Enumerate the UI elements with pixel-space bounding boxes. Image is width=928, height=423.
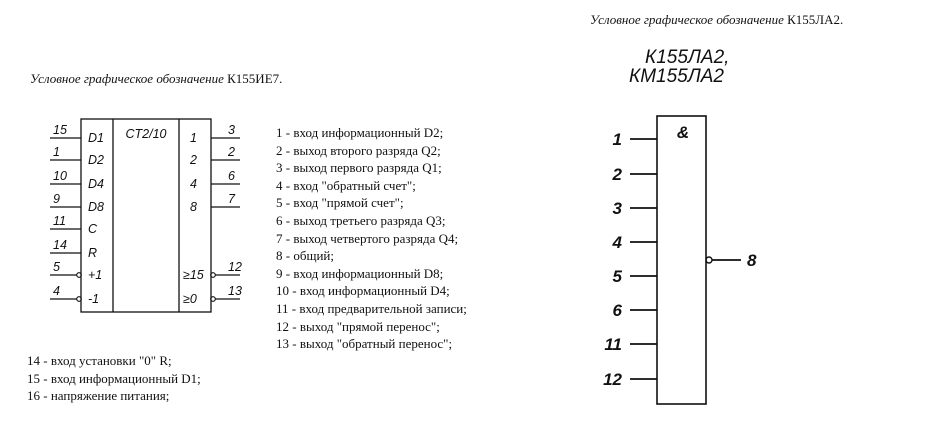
signal-label-out: 2 — [190, 153, 197, 167]
pin-description-item: 6 - выход третьего разряда Q3; — [276, 212, 446, 228]
pin-description-item: 8 - общий; — [276, 248, 334, 264]
caption-prefix: Условное графическое обозначение — [30, 71, 224, 86]
signal-label-out: ≥15 — [183, 268, 204, 282]
gate-input-number-12: 12 — [603, 370, 622, 389]
pin-number-9: 9 — [53, 192, 60, 206]
pin-description-item: 14 - вход установки "0" R; — [27, 353, 172, 368]
signal-label-out: 1 — [190, 131, 197, 145]
pin-description-item: 16 - напряжение питания; — [27, 388, 170, 404]
pin-description-list-extra — [27, 352, 201, 405]
gate-input-number-4: 4 — [612, 233, 622, 252]
caption-part-number: К155ИЕ7. — [227, 71, 283, 86]
pin-description-item: 2 - выход второго разряда Q2; — [276, 142, 441, 158]
gate-input-number-6: 6 — [612, 301, 622, 320]
gate-input-number-11: 11 — [604, 335, 622, 354]
gate-output-number: 8 — [747, 251, 757, 270]
pin-number-5: 5 — [53, 260, 60, 274]
pin-description-item: 4 - вход "обратный счет"; — [276, 177, 416, 193]
pin-number-13: 13 — [228, 284, 242, 298]
signal-label-out: 4 — [190, 177, 197, 191]
gate-function-label: & — [676, 123, 690, 142]
gate-input-number-3: 3 — [612, 199, 622, 218]
nand-gate-symbol — [603, 47, 757, 404]
signal-label--1: -1 — [88, 292, 100, 306]
gate-input-number-2: 2 — [612, 165, 622, 184]
pin-description-item: 10 - вход информационный D4; — [276, 283, 450, 299]
pin-description-item: 7 - выход четвертого разряда Q4; — [276, 230, 459, 246]
pin-number-6: 6 — [228, 169, 235, 183]
signal-label-D1: D1 — [88, 131, 104, 145]
pin-number-14: 14 — [53, 238, 67, 252]
caption-part-number: К155ЛА2. — [787, 12, 844, 27]
pin-description-item: 9 - вход информационный D8; — [276, 265, 444, 281]
pin-description-list — [276, 124, 467, 353]
gate-input-number-5: 5 — [612, 267, 622, 286]
pin-number-3: 3 — [228, 123, 235, 137]
pin-description-item: 15 - вход информационный D1; — [27, 370, 201, 386]
chip-title-line2: КМ155ЛА2 — [629, 66, 724, 87]
chip-function-label: CT2/10 — [125, 127, 167, 141]
signal-label-D2: D2 — [88, 153, 104, 167]
pin-number-7: 7 — [228, 192, 235, 206]
pin-number-12: 12 — [228, 260, 242, 274]
gate-input-number-1: 1 — [612, 130, 622, 149]
pin-number-1: 1 — [53, 145, 60, 159]
pin-number-11: 11 — [53, 214, 66, 228]
signal-label-out: 8 — [190, 200, 197, 214]
signal-label-D8: D8 — [88, 200, 104, 214]
chip-title-line1: К155ЛА2, — [645, 47, 730, 68]
pin-description-item: 3 - выход первого разряда Q1; — [276, 160, 442, 176]
signal-label-R: R — [88, 246, 98, 260]
caption-prefix: Условное графическое обозначение — [590, 12, 784, 27]
pin-description-item: 11 - вход предварительной записи; — [276, 300, 467, 316]
pin-description-item: 1 - вход информационный D2; — [276, 125, 444, 140]
chip-body — [81, 119, 211, 312]
pin-number-15: 15 — [53, 123, 67, 137]
pin-number-2: 2 — [228, 145, 235, 159]
pin-description-item: 13 - выход "обратный перенос"; — [276, 336, 453, 352]
signal-label-+1: +1 — [88, 268, 103, 282]
pin-number-4: 4 — [53, 284, 60, 298]
pin-description-item: 12 - выход "прямой перенос"; — [276, 318, 440, 334]
gate-output-bubble — [706, 257, 712, 263]
gate-body — [657, 116, 706, 404]
counter-chip-symbol — [50, 119, 242, 312]
signal-label-C: C — [88, 222, 98, 236]
signal-label-out: ≥0 — [183, 292, 197, 306]
pin-description-item: 5 - вход "прямой счет"; — [276, 195, 404, 211]
signal-label-D4: D4 — [88, 177, 104, 191]
pin-number-10: 10 — [53, 169, 67, 183]
